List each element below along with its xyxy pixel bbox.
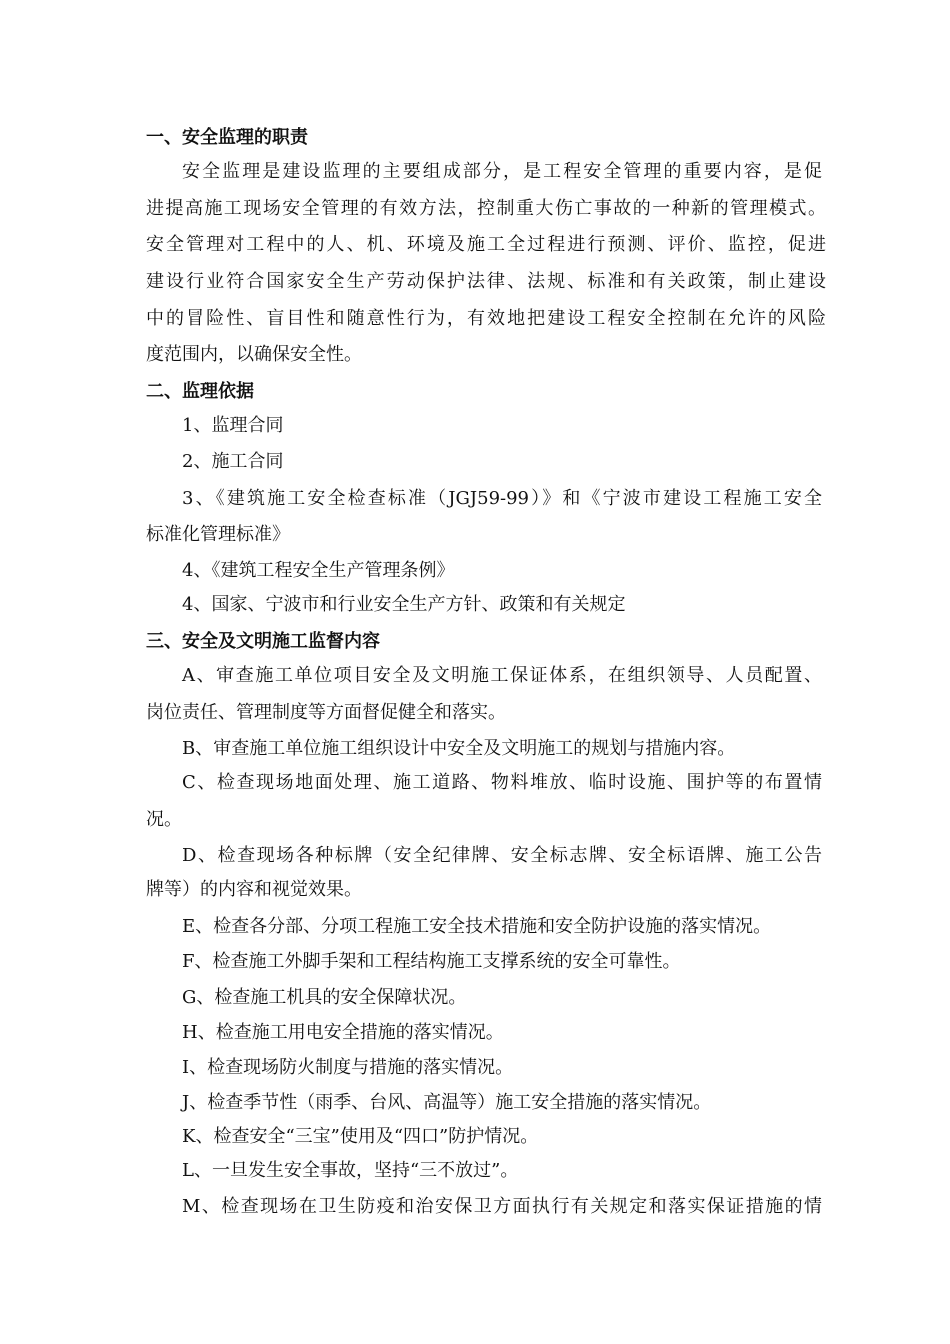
- basis-item: 4、国家、宁波市和行业安全生产方针、政策和有关规定: [182, 594, 626, 615]
- supervision-item: I、检查现场防火制度与措施的落实情况。: [182, 1057, 514, 1078]
- supervision-item: E、检查各分部、分项工程施工安全技术措施和安全防护设施的落实情况。: [182, 916, 772, 937]
- section-1-heading: 一、安全监理的职责: [146, 127, 308, 148]
- supervision-item: K、检查安全“三宝”使用及“四口”防护情况。: [182, 1126, 539, 1147]
- basis-item: 4、《建筑工程安全生产管理条例》: [182, 560, 455, 581]
- basis-item: 3、《建筑施工安全检查标准（JGJ59-99）》和《宁波市建设工程施工安全: [182, 488, 822, 509]
- supervision-item: G、检查施工机具的安全保障状况。: [182, 987, 467, 1008]
- supervision-item-continuation: 牌等）的内容和视觉效果。: [146, 879, 362, 900]
- supervision-item-continuation: 况。: [146, 809, 182, 830]
- section-1-paragraph-line: 中的冒险性、盲目性和随意性行为，有效地把建设工程安全控制在允许的风险: [146, 308, 826, 329]
- supervision-item: J、检查季节性（雨季、台风、高温等）施工安全措施的落实情况。: [182, 1092, 712, 1113]
- section-3-heading: 三、安全及文明施工监督内容: [146, 631, 380, 652]
- section-2-heading: 二、监理依据: [146, 381, 254, 402]
- basis-item: 2、施工合同: [182, 451, 284, 472]
- basis-item: 1、监理合同: [182, 415, 284, 436]
- section-1-paragraph-line: 进提高施工现场安全管理的有效方法，控制重大伤亡事故的一种新的管理模式。: [146, 198, 826, 219]
- supervision-item: D、检查现场各种标牌（安全纪律牌、安全标志牌、安全标语牌、施工公告: [182, 845, 822, 866]
- supervision-item: H、检查施工用电安全措施的落实情况。: [182, 1022, 504, 1043]
- supervision-item: A、审查施工单位项目安全及文明施工保证体系，在组织领导、人员配置、: [182, 665, 822, 686]
- basis-item-continuation: 标准化管理标准》: [146, 524, 290, 545]
- supervision-item: C、检查现场地面处理、施工道路、物料堆放、临时设施、围护等的布置情: [182, 772, 822, 793]
- supervision-item: B、审查施工单位施工组织设计中安全及文明施工的规划与措施内容。: [182, 738, 736, 759]
- section-1-paragraph-line: 安全管理对工程中的人、机、环境及施工全过程进行预测、评价、监控，促进: [146, 234, 826, 255]
- section-1-paragraph-line: 安全监理是建设监理的主要组成部分，是工程安全管理的重要内容，是促: [182, 161, 822, 182]
- section-1-paragraph-line: 建设行业符合国家安全生产劳动保护法律、法规、标准和有关政策，制止建设: [146, 271, 826, 292]
- supervision-item: F、检查施工外脚手架和工程结构施工支撑系统的安全可靠性。: [182, 951, 681, 972]
- supervision-item: L、一旦发生安全事故，坚持“三不放过”。: [182, 1160, 519, 1181]
- supervision-item-continuation: 岗位责任、管理制度等方面督促健全和落实。: [146, 702, 506, 723]
- section-1-paragraph-line: 度范围内，以确保安全性。: [146, 344, 362, 365]
- supervision-item: M、检查现场在卫生防疫和治安保卫方面执行有关规定和落实保证措施的情: [182, 1196, 822, 1217]
